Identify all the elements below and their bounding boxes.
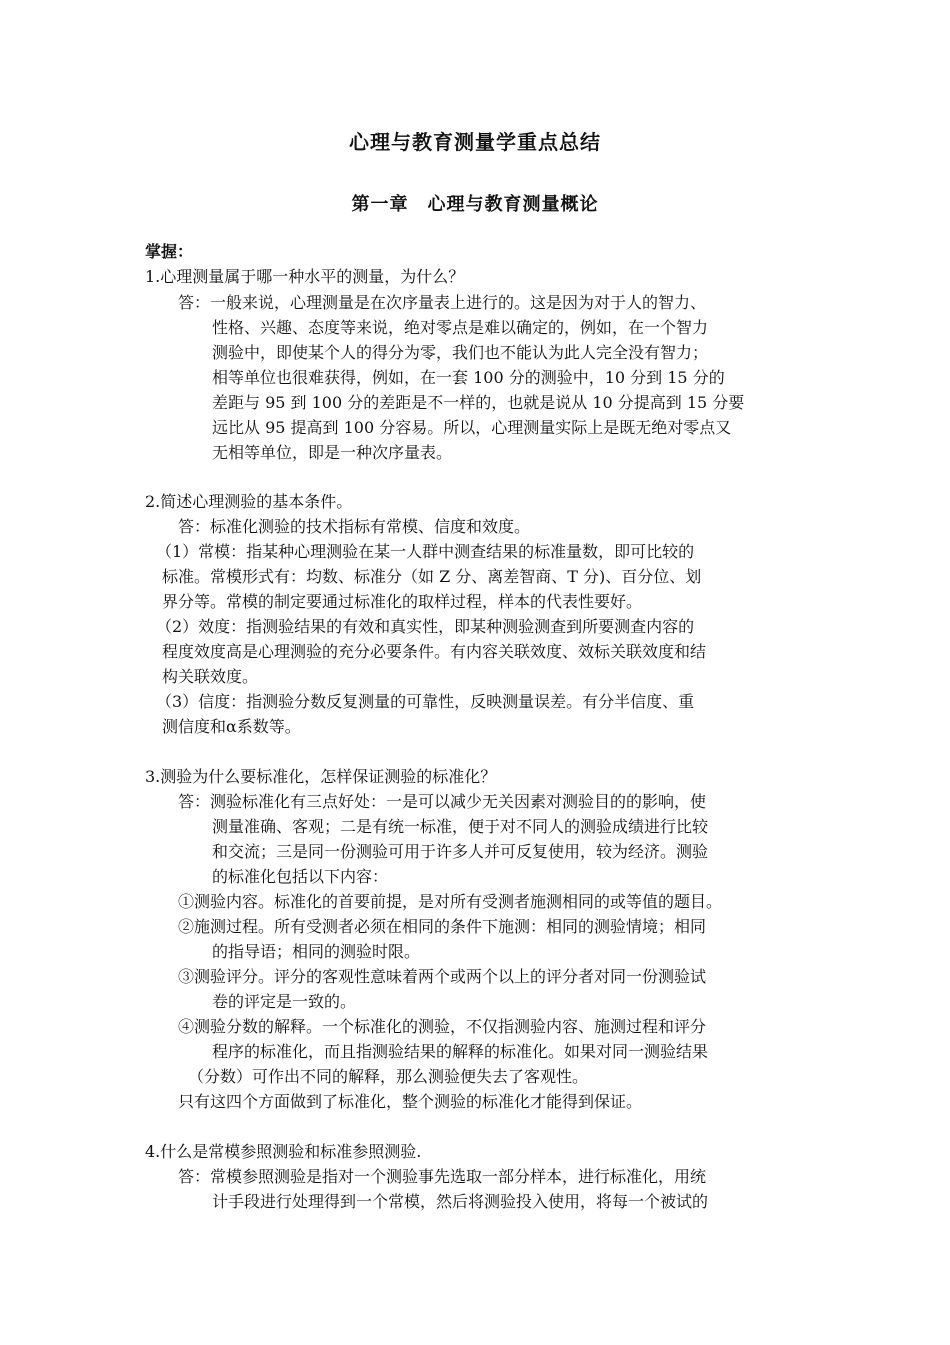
q1-answer-line: 测验中，即使某个人的得分为零，我们也不能认为此人完全没有智力； <box>212 343 709 362</box>
q3-answer-line: 答：测验标准化有三点好处：一是可以减少无关因素对测验目的的影响，使 <box>178 792 707 811</box>
q2-question: 2.简述心理测验的基本条件。 <box>145 492 353 511</box>
q3-answer-line: 测量准确、客观；二是有统一标准，便于对不同人的测验成绩进行比较 <box>212 817 709 836</box>
q3-answer-line: 的标准化包括以下内容： <box>212 867 389 886</box>
q1-answer-line: 性格、兴趣、态度等来说，绝对零点是难以确定的，例如，在一个智力 <box>212 318 709 337</box>
q2-answer-line: （2）效度：指测验结果的有效和真实性，即某种测验测查到所要测查内容的 <box>156 617 695 636</box>
q1-answer-line: 差距与 95 到 100 分的差距是不一样的，也就是说从 10 分提高到 15 分要 <box>212 393 745 412</box>
q2-answer-line: 答：标准化测验的技术指标有常模、信度和效度。 <box>178 517 531 536</box>
q2-answer-line: 界分等。常模的制定要通过标准化的取样过程，样本的代表性要好。 <box>162 592 643 611</box>
q2-answer-line: （1）常模：指某种心理测验在某一人群中测查结果的标准量数，即可比较的 <box>156 542 695 561</box>
q4-answer-line: 答：常模参照测验是指对一个测验事先选取一部分样本，进行标准化，用统 <box>178 1167 707 1186</box>
q2-answer-line: （3）信度：指测验分数反复测量的可靠性，反映测量误差。有分半信度、重 <box>156 692 695 711</box>
q3-answer-line: 只有这四个方面做到了标准化，整个测验的标准化才能得到保证。 <box>178 1092 643 1111</box>
q2-answer-line: 构关联效度。 <box>162 667 259 686</box>
q1-answer-line: 答：一般来说，心理测量是在次序量表上进行的。这是因为对于人的智力、 <box>178 293 707 312</box>
q3-answer-line: 的指导语；相同的测验时限。 <box>212 942 421 961</box>
chapter-heading: 第一章 心理与教育测量概论 <box>351 194 599 215</box>
q4-question: 4.什么是常模参照测验和标准参照测验. <box>145 1142 422 1161</box>
q3-answer-line: 卷的评定是一致的。 <box>212 992 357 1011</box>
q2-answer-line: 标准。常模形式有：均数、标准分（如 Z 分、离差智商、T 分)、百分位、划 <box>162 567 702 586</box>
q2-answer-line: 测信度和α系数等。 <box>162 717 301 736</box>
q3-answer-line: ②施测过程。所有受测者必须在相同的条件下施测：相同的测验情境；相同 <box>178 917 707 936</box>
q3-answer-line: （分数）可作出不同的解释，那么测验便失去了客观性。 <box>188 1067 589 1086</box>
q3-answer-line: ①测验内容。标准化的首要前提，是对所有受测者施测相同的或等值的题目。 <box>178 892 723 911</box>
q3-answer-line: 程序的标准化，而且指测验结果的解释的标准化。如果对同一测验结果 <box>212 1042 709 1061</box>
document-title: 心理与教育测量学重点总结 <box>349 130 601 154</box>
q3-answer-line: ③测验评分。评分的客观性意味着两个或两个以上的评分者对同一份测验试 <box>178 967 707 986</box>
q1-answer-line: 无相等单位，即是一种次序量表。 <box>212 443 453 462</box>
q3-answer-line: ④测验分数的解释。一个标准化的测验，不仅指测验内容、施测过程和评分 <box>178 1017 707 1036</box>
q1-answer-line: 远比从 95 提高到 100 分容易。所以，心理测量实际上是既无绝对零点又 <box>212 418 732 437</box>
q2-answer-line: 程度效度高是心理测验的充分必要条件。有内容关联效度、效标关联效度和结 <box>162 642 707 661</box>
q4-answer-line: 计手段进行处理得到一个常模，然后将测验投入使用，将每一个被试的 <box>212 1192 709 1211</box>
q1-answer-line: 相等单位也很难获得，例如，在一套 100 分的测验中，10 分到 15 分的 <box>212 368 725 387</box>
q1-question: 1.心理测量属于哪一种水平的测量，为什么？ <box>145 267 465 286</box>
section-label: 掌握： <box>145 242 194 261</box>
q3-answer-line: 和交流；三是同一份测验可用于许多人并可反复使用，较为经济。测验 <box>212 842 709 861</box>
q3-question: 3.测验为什么要标准化，怎样保证测验的标准化？ <box>145 767 497 786</box>
